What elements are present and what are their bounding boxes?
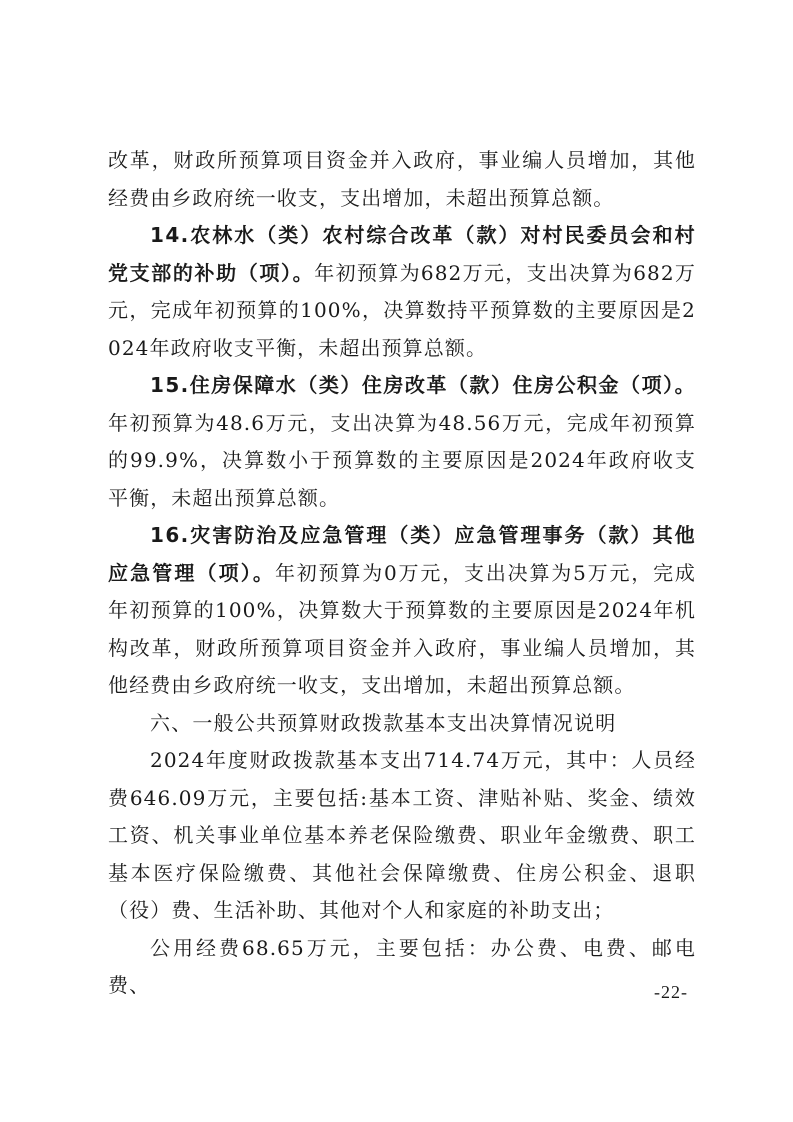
document-body <box>108 142 696 1005</box>
item-14-body: 年初预算为682万元，支出决算为682万元，完成年初预算的100%，决算数持平预算数的主要原因是2024年政府收支平衡，未超出预算总额。 <box>108 260 696 360</box>
item-16-body: 年初预算为0万元，支出决算为5万元，完成年初预算的100%，决算数大于预算数的主要原因是2024年机构改革，财政所预算项目资金并入政府，事业编人员增加，其他经费由乡政府统一收支，支出增加，未超出预算总额。 <box>108 560 696 697</box>
public-expense-paragraph: 公用经费68.65万元，主要包括：办公费、电费、邮电费、 <box>108 935 696 997</box>
item-15-paragraph <box>108 367 696 517</box>
page-number: -22- <box>654 982 688 1002</box>
item-15-heading: 15.住房保障水（类）住房改革（款）住房公积金（项）。 <box>150 373 696 397</box>
continuation-paragraph: 改革，财政所预算项目资金并入政府，事业编人员增加，其他经费由乡政府统一收支，支出增加，未超出预算总额。 <box>108 148 696 210</box>
item-15-body: 年初预算为48.6万元，支出决算为48.56万元，完成年初预算的99.9%，决算数小于预算数的主要原因是2024年政府收支平衡，未超出预算总额。 <box>108 410 696 510</box>
item-14-heading: 14.农林水（类）农村综合改革（款）对村民委员会和村党支部的补助（项）。 <box>108 223 696 285</box>
personnel-expense-paragraph: 2024年度财政拨款基本支出714.74万元，其中：人员经费646.09万元，主要包括:基本工资、津贴补贴、奖金、绩效工资、机关事业单位基本养老保险缴费、职业年金缴费、职工基本医疗保险缴费、其他社会保障缴费、住房公积金、退职（役）费、生活补助、其他对个人和家庭的补助支出； <box>108 748 696 922</box>
item-16-paragraph <box>108 517 696 705</box>
item-16-heading: 16.灾害防治及应急管理（类）应急管理事务（款）其他应急管理（项）。 <box>108 523 696 585</box>
item-14-paragraph <box>108 217 696 367</box>
section-heading: 六、一般公共预算财政拨款基本支出决算情况说明 <box>150 710 617 735</box>
